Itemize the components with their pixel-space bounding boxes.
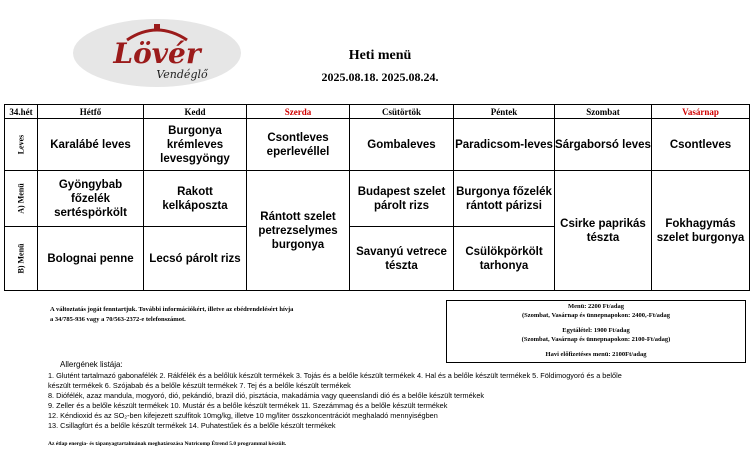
footer-note: Az étlap energia- és tápanyagtartalmának meghatározása Nutricomp Étrend 5.0 programmal készült. — [48, 441, 287, 447]
allergen-line: 1. Glutént tartalmazó gabonafélék 2. Rákfélék és a belőlük készült termékek 3. Tojás és a belőle készült termékek 4. Hal és a belőle készült termékek 5. Földimogyoró és a belőle — [48, 371, 622, 380]
day-header: Csütörtök — [350, 105, 454, 119]
menu-cell: Savanyú vetrece tészta — [350, 227, 454, 291]
day-header: Szombat — [555, 105, 652, 119]
menu-cell: Fokhagymás szelet burgonya — [652, 171, 750, 291]
allergen-line: 9. Zeller és a belőle készült termékek 10. Mustár és a belőle készült termékek 11. Szezámmag és a belőle készült termékek — [48, 401, 448, 410]
row-label-menu-b: B) Menü — [5, 227, 38, 291]
menu-cell: Csontleves eperlevéllel — [247, 119, 350, 171]
menu-cell: Gombaleves — [350, 119, 454, 171]
page-title: Heti menü — [348, 48, 412, 63]
menu-cell: Lecsó párolt rizs — [144, 227, 247, 291]
header-row — [5, 105, 750, 119]
menu-cell: Csülökpörkölt tarhonya — [454, 227, 555, 291]
monthly-subscription-price: Havi előfizetéses menü: 2100Ft/adag — [545, 351, 647, 358]
menu-cell: Burgonya krémleves levesgyöngy — [144, 119, 247, 171]
day-header: Péntek — [454, 105, 555, 119]
price-box — [446, 300, 746, 363]
allergen-list — [48, 371, 748, 431]
menu-cell: Burgonya főzelék rántott párizsi — [454, 171, 555, 227]
restaurant-logo — [72, 18, 242, 88]
single-dish-price: Egytálétel: 1900 Ft/adag — [562, 327, 630, 334]
menu-cell: Karalábé leves — [38, 119, 144, 171]
notice-line: A változtatás jogát fenntartjuk. További információkért, illetve az ebédrendelésért hívja — [50, 306, 294, 313]
menu-cell: Rántott szelet petrezselymes burgonya — [247, 171, 350, 291]
menu-cell: Bolognai penne — [38, 227, 144, 291]
day-header: Vasárnap — [652, 105, 750, 119]
menu-price: Menü: 2200 Ft/adag — [568, 303, 624, 310]
menu-cell: Gyöngybab főzelék sertéspörkölt — [38, 171, 144, 227]
menu-a-row — [5, 171, 750, 227]
logo-text: Lövér — [113, 37, 201, 70]
day-header: Hétfő — [38, 105, 144, 119]
menu-cell: Csontleves — [652, 119, 750, 171]
single-dish-weekend-price: (Szombat, Vasárnap és ünnepnapokon: 2100-Ft/adag) — [521, 335, 671, 343]
allergen-line: 13. Csillagfürt és a belőle készült termékek 14. Puhatestűek és a belőle készült termékek — [48, 421, 336, 430]
menu-cell: Rakott kelkáposzta — [144, 171, 247, 227]
allergen-line: készült termékek 6. Szójabab és a belőle készült termékek 7. Tej és a belőle készült termékek — [48, 381, 351, 390]
row-label-menu-a: A) Menü — [5, 171, 38, 227]
date-range: 2025.08.18. 2025.08.24. — [321, 70, 439, 84]
menu-cell: Paradicsom-leves — [454, 119, 555, 171]
allergen-line: 12. Kéndioxid és az SO₂-ben kifejezett szulfitok 10mg/kg, illetve 10 mg/liter összkoncentrációt meghaladó mennyiségben — [48, 411, 438, 420]
notice-line: a 34/785-936 vagy a 70/563-2372-e telefonszámot. — [50, 316, 186, 323]
row-label-soup: Leves — [5, 119, 38, 171]
notice-text — [50, 305, 350, 325]
menu-weekend-price: (Szombat, Vasárnap és ünnepnapokon: 2400,-Ft/adag — [521, 311, 671, 319]
allergen-line: 8. Diófélék, azaz mandula, mogyoró, dió, pekándió, brazil dió, pisztácia, makadámia vagy queenslandi dió és a belőle készült termékek — [48, 391, 485, 400]
allergen-title: Allergének listája: — [60, 360, 123, 369]
menu-cell: Budapest szelet párolt rizs — [350, 171, 454, 227]
day-header: Szerda — [247, 105, 350, 119]
menu-cell: Csirke paprikás tészta — [555, 171, 652, 291]
menu-cell: Sárgaborsó leves — [555, 119, 652, 171]
soup-row — [5, 119, 750, 171]
week-number: 34.hét — [5, 105, 38, 119]
logo-subtext: Vendéglő — [156, 68, 208, 81]
weekly-menu-table — [4, 104, 750, 291]
day-header: Kedd — [144, 105, 247, 119]
